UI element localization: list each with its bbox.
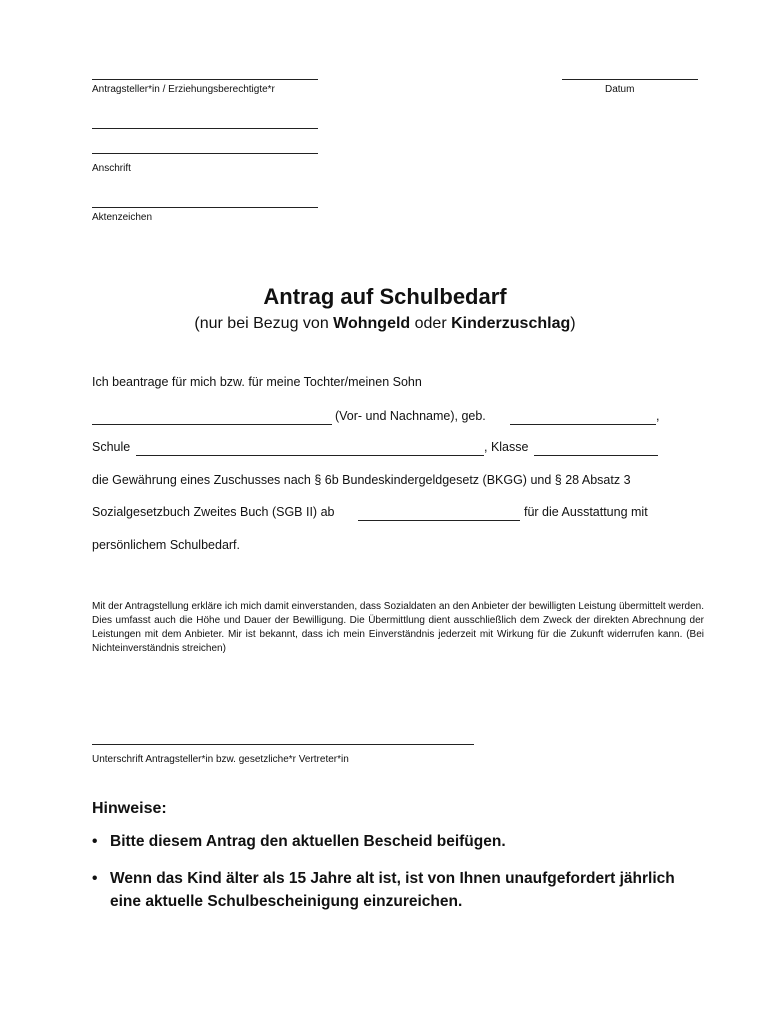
sgb-text-end: für die Ausstattung mit xyxy=(524,505,648,519)
child-name-line[interactable] xyxy=(92,424,332,425)
hint-text-2: Wenn das Kind älter als 15 Jahre alt ist, ist von Ihnen unaufgefordert jährlich eine aktuelle Schulbescheinigung einzureichen. xyxy=(110,870,675,910)
subtitle-mid: oder xyxy=(410,315,452,332)
hint-item-2 xyxy=(92,867,710,913)
grant-text: die Gewährung eines Zuschusses nach § 6b Bundeskindergeldgesetz (BKGG) und § 28 Absatz 3 xyxy=(92,473,631,487)
bullet-icon: • xyxy=(92,833,98,850)
page-subtitle xyxy=(0,315,770,333)
address-line-2[interactable] xyxy=(92,153,318,154)
address-line-1[interactable] xyxy=(92,128,318,129)
birth-date-line[interactable] xyxy=(510,424,656,425)
bullet-icon: • xyxy=(92,870,98,887)
school-need-text: persönlichem Schulbedarf. xyxy=(92,538,240,552)
file-number-label: Aktenzeichen xyxy=(92,212,153,223)
class-line[interactable] xyxy=(534,455,658,456)
school-line[interactable] xyxy=(136,455,484,456)
school-label: Schule xyxy=(92,440,131,454)
subtitle-housing-benefit: Wohngeld xyxy=(333,315,411,332)
applicant-label: Antragsteller*in / Erziehungsberechtigte*r xyxy=(92,84,275,95)
start-date-line[interactable] xyxy=(358,520,520,521)
consent-paragraph: Mit der Antragstellung erkläre ich mich damit einverstanden, dass Sozialdaten an den Anbieter der bewilligten Leistung übermittelt werden. Dies umfasst auch die Höhe und Dauer der Bewilligung. Die Übermittlung dient ausschließlich dem Zweck der direkten Abrechnung der Leistungen mit dem Anbieter. Mir ist bekannt, dass ich mein Einverständnis jederzeit mit Wirkung für die Zukunft widerrufen kann. (Bei Nichteinverständnis streichen) xyxy=(92,601,705,654)
class-label: , Klasse xyxy=(484,440,529,454)
signature-line[interactable] xyxy=(92,744,474,745)
subtitle-open: (nur bei Bezug von xyxy=(194,315,334,332)
form-intro: Ich beantrage für mich bzw. für meine Tochter/meinen Sohn xyxy=(92,375,422,389)
address-label: Anschrift xyxy=(92,163,131,174)
subtitle-child-supplement: Kinderzuschlag xyxy=(451,315,571,332)
page-title: Antrag auf Schulbedarf xyxy=(263,284,507,309)
date-line[interactable] xyxy=(562,79,698,80)
child-name-label: (Vor- und Nachname), geb. xyxy=(335,409,486,423)
subtitle-close: ) xyxy=(570,315,576,332)
hint-item-1 xyxy=(92,830,710,853)
signature-label: Unterschrift Antragsteller*in bzw. gesetzliche*r Vertreter*in xyxy=(92,754,349,765)
file-number-line[interactable] xyxy=(92,207,318,208)
sgb-text-start: Sozialgesetzbuch Zweites Buch (SGB II) ab xyxy=(92,505,335,519)
hints-heading: Hinweise: xyxy=(92,800,167,817)
birth-date-end: , xyxy=(656,409,660,423)
date-label: Datum xyxy=(605,84,635,95)
applicant-name-line[interactable] xyxy=(92,79,318,80)
hint-text-1: Bitte diesem Antrag den aktuellen Bescheid beifügen. xyxy=(110,833,506,850)
